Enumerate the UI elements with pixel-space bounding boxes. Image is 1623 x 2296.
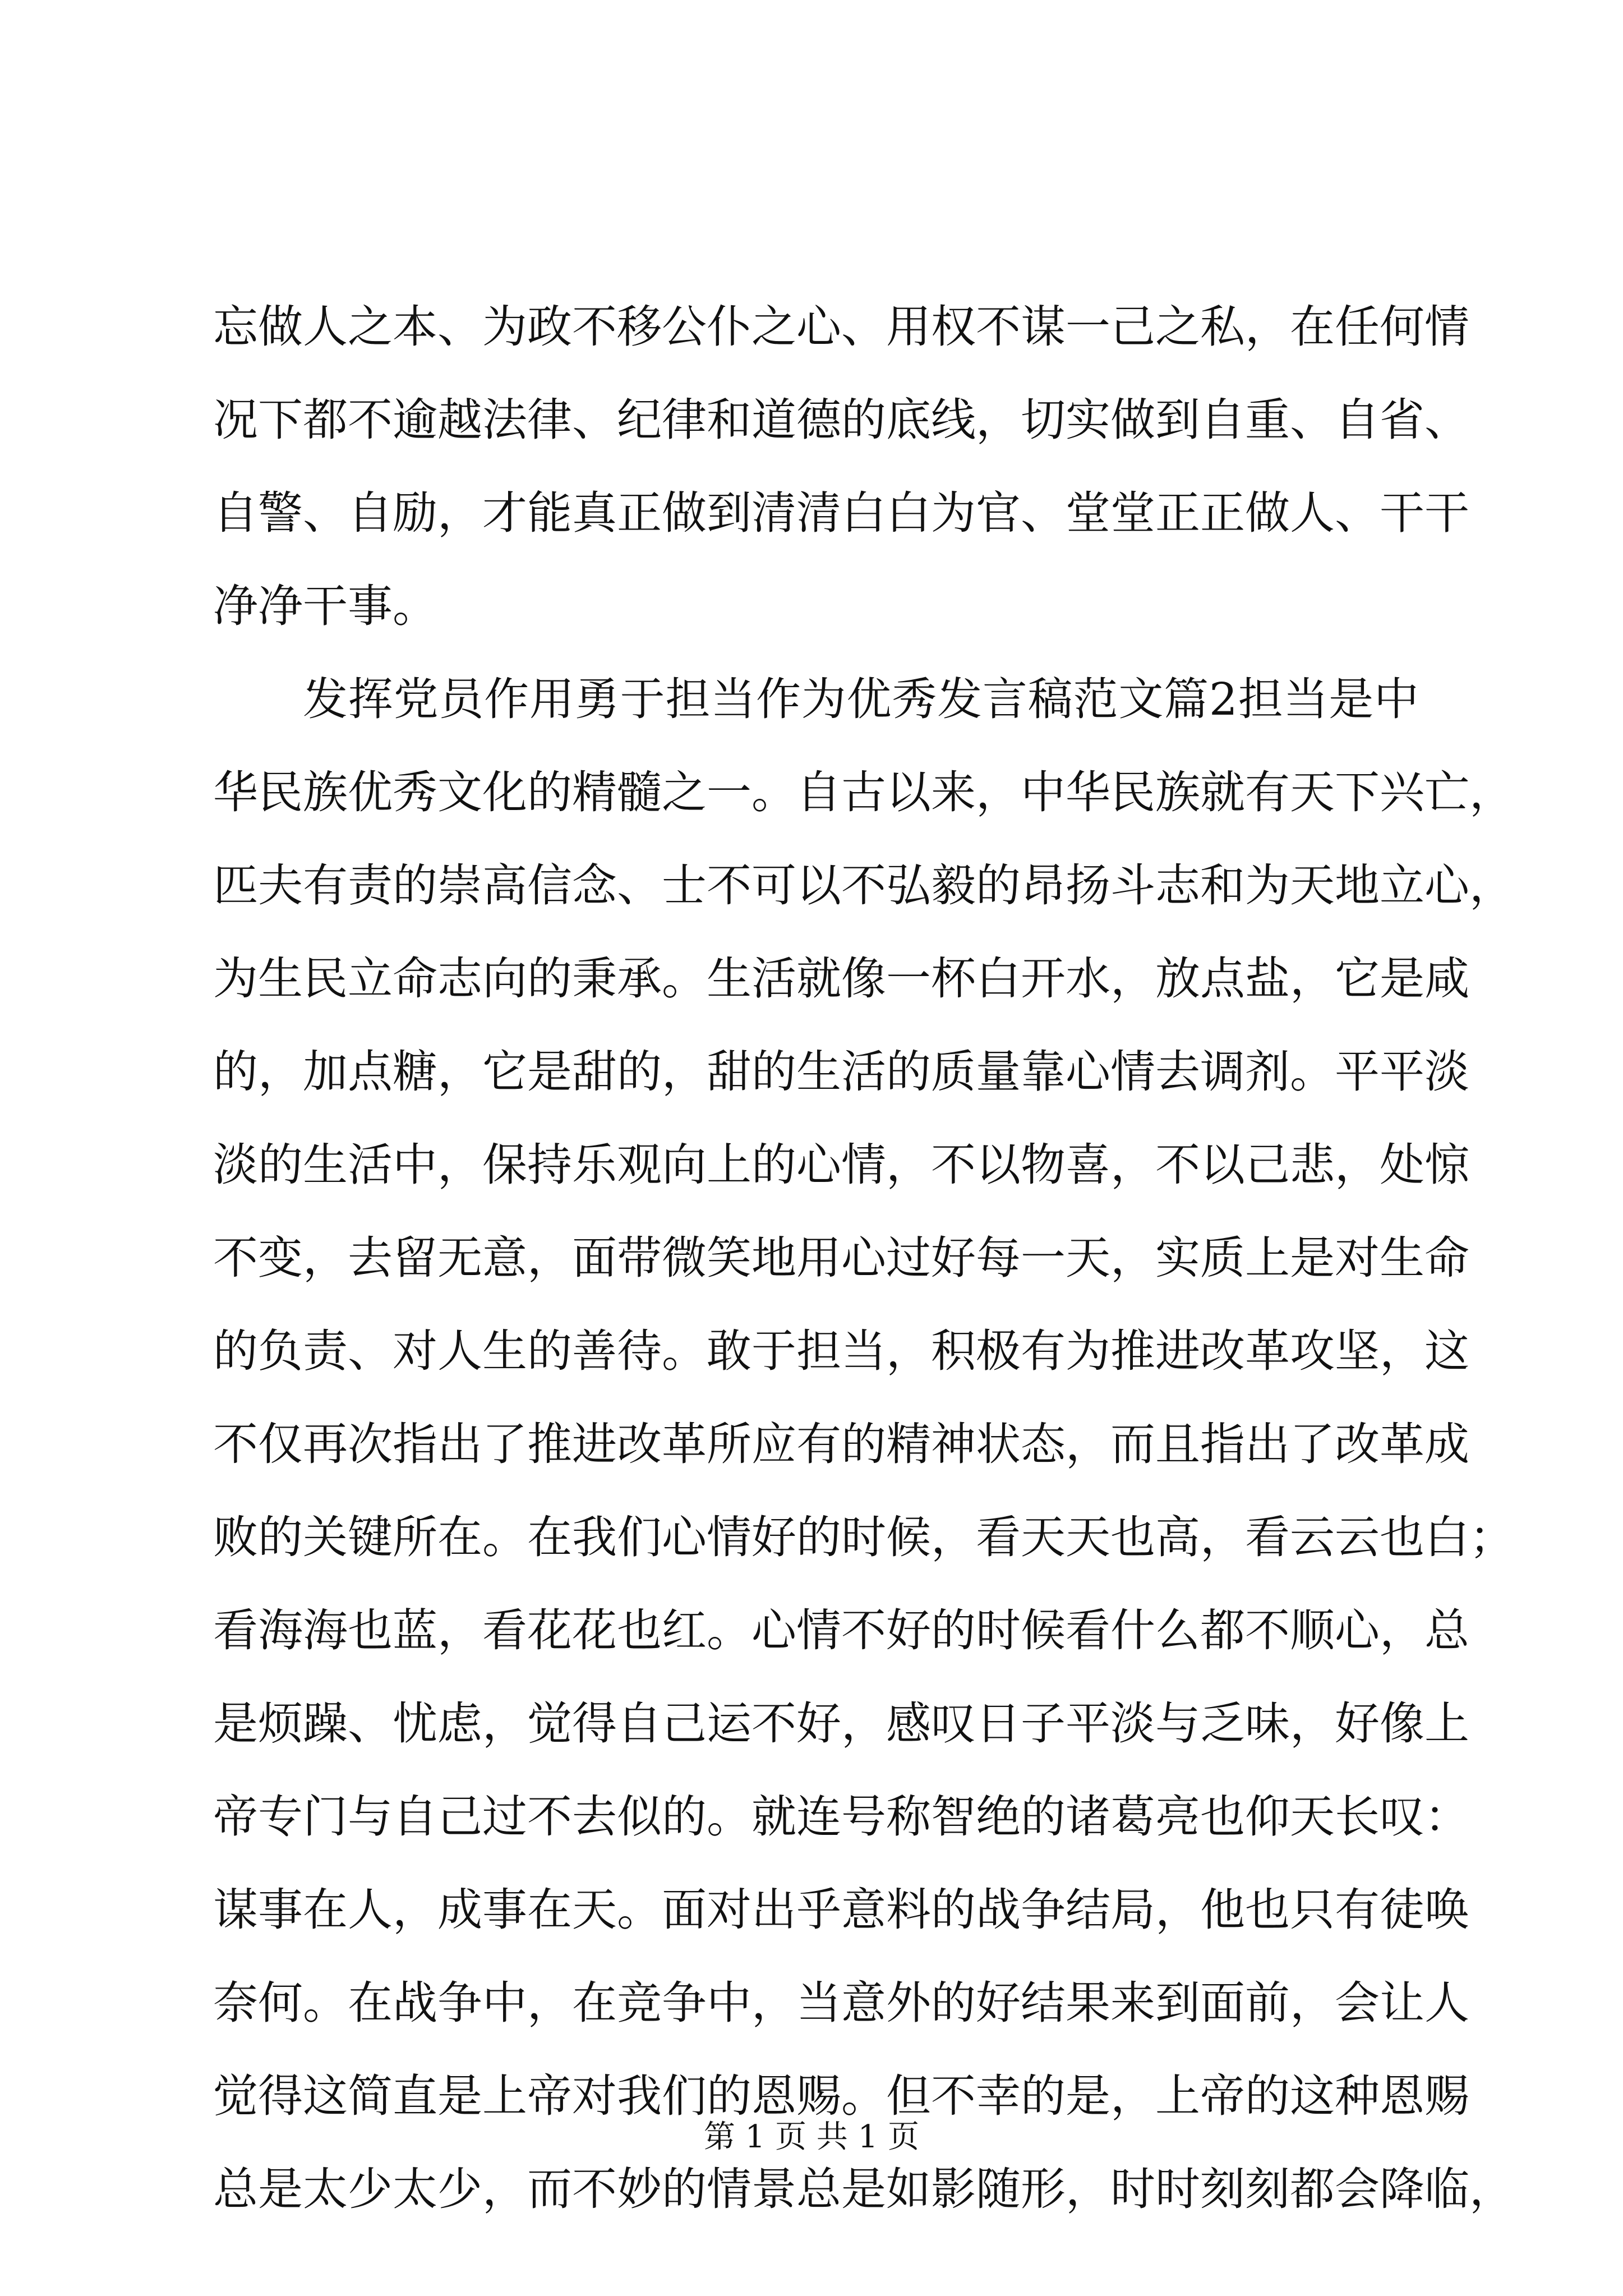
text-line: 看海海也蓝，看花花也红。心情不好的时候看什么都不顺心，总 [213,1604,1469,1657]
text-line: 华民族优秀文化的精髓之一。自古以来，中华民族就有天下兴亡， [213,766,1514,818]
text-line: 淡的生活中，保持乐观向上的心情，不以物喜，不以己悲，处惊 [213,1139,1469,1191]
text-line: 帝专门与自己过不去似的。就连号称智绝的诸葛亮也仰天长叹： [213,1791,1469,1843]
text-line: 况下都不逾越法律、纪律和道德的底线，切实做到自重、自省、 [213,394,1469,446]
text-line: 败的关键所在。在我们心情好的时候，看天天也高，看云云也白； [213,1511,1514,1563]
text-line: 谋事在人，成事在天。面对出乎意料的战争结局，他也只有徒唤 [213,1884,1469,1936]
text-line: 不变，去留无意，面带微笑地用心过好每一天，实质上是对生命 [213,1232,1469,1284]
text-line: 总是太少太少，而不妙的情景总是如影随形，时时刻刻都会降临， [213,2163,1514,2215]
text-line: 的负责、对人生的善待。敢于担当，积极有为推进改革攻坚，这 [213,1325,1469,1377]
body-text [213,280,1514,2236]
text-line: 忘做人之本、为政不移公仆之心、用权不谋一己之私，在任何情 [213,301,1469,353]
text-line: 觉得这简直是上帝对我们的恩赐。但不幸的是，上帝的这种恩赐 [213,2070,1469,2122]
text-line: 奈何。在战争中，在竞争中，当意外的好结果来到面前，会让人 [213,1977,1469,2029]
text-line: 是烦躁、忧虑，觉得自己运不好，感叹日子平淡与乏味，好像上 [213,1697,1469,1750]
text-line: 的，加点糖，它是甜的，甜的生活的质量靠心情去调剂。平平淡 [213,1046,1469,1098]
page-number-footer: 第 1 页 共 1 页 [703,2119,920,2155]
text-line-paragraph-start: 发挥党员作用勇于担当作为优秀发言稿范文篇2担当是中 [303,673,1419,725]
text-line: 自警、自励，才能真正做到清清白白为官、堂堂正正做人、干干 [213,487,1469,539]
text-line: 为生民立命志向的秉承。生活就像一杯白开水，放点盐，它是咸 [213,953,1469,1005]
text-line: 不仅再次指出了推进改革所应有的精神状态，而且指出了改革成 [213,1418,1469,1470]
text-line: 匹夫有责的崇高信念、士不可以不弘毅的昂扬斗志和为天地立心， [213,859,1514,912]
text-line: 净净干事。 [213,580,437,632]
